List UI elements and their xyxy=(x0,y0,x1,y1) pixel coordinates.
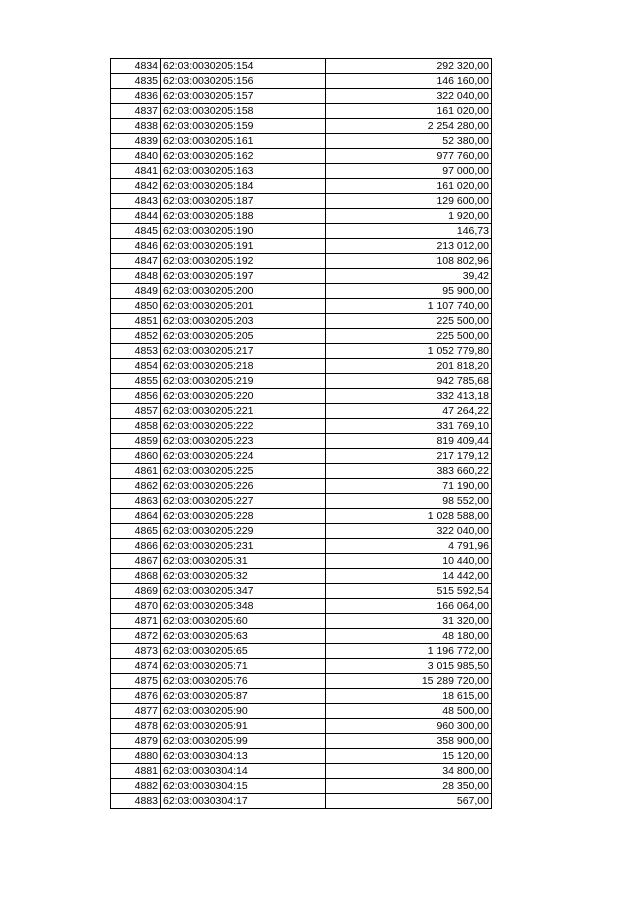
cadastral-number-cell: 62:03:0030205:201 xyxy=(161,299,326,314)
value-cell: 97 000,00 xyxy=(326,164,492,179)
value-cell: 225 500,00 xyxy=(326,329,492,344)
value-cell: 14 442,00 xyxy=(326,569,492,584)
table-row xyxy=(111,539,492,554)
value-cell: 95 900,00 xyxy=(326,284,492,299)
cadastral-number-cell: 62:03:0030205:220 xyxy=(161,389,326,404)
row-number-cell: 4834 xyxy=(111,59,161,74)
table-row xyxy=(111,479,492,494)
cadastral-number-cell: 62:03:0030205:91 xyxy=(161,719,326,734)
table-body xyxy=(111,59,492,809)
row-number-cell: 4839 xyxy=(111,134,161,149)
value-cell: 322 040,00 xyxy=(326,524,492,539)
table-row xyxy=(111,524,492,539)
row-number-cell: 4878 xyxy=(111,719,161,734)
cadastral-number-cell: 62:03:0030205:90 xyxy=(161,704,326,719)
row-number-cell: 4853 xyxy=(111,344,161,359)
value-cell: 225 500,00 xyxy=(326,314,492,329)
cadastral-number-cell: 62:03:0030205:347 xyxy=(161,584,326,599)
value-cell: 34 800,00 xyxy=(326,764,492,779)
value-cell: 71 190,00 xyxy=(326,479,492,494)
value-cell: 1 920,00 xyxy=(326,209,492,224)
cadastral-number-cell: 62:03:0030205:32 xyxy=(161,569,326,584)
table-row xyxy=(111,284,492,299)
value-cell: 166 064,00 xyxy=(326,599,492,614)
value-cell: 146,73 xyxy=(326,224,492,239)
value-cell: 1 052 779,80 xyxy=(326,344,492,359)
row-number-cell: 4867 xyxy=(111,554,161,569)
table-row xyxy=(111,449,492,464)
row-number-cell: 4837 xyxy=(111,104,161,119)
cadastral-number-cell: 62:03:0030205:157 xyxy=(161,89,326,104)
row-number-cell: 4843 xyxy=(111,194,161,209)
row-number-cell: 4838 xyxy=(111,119,161,134)
cadastral-number-cell: 62:03:0030205:225 xyxy=(161,464,326,479)
cadastral-number-cell: 62:03:0030304:15 xyxy=(161,779,326,794)
value-cell: 15 289 720,00 xyxy=(326,674,492,689)
row-number-cell: 4872 xyxy=(111,629,161,644)
value-cell: 960 300,00 xyxy=(326,719,492,734)
cadastral-number-cell: 62:03:0030205:99 xyxy=(161,734,326,749)
row-number-cell: 4881 xyxy=(111,764,161,779)
cadastral-number-cell: 62:03:0030205:156 xyxy=(161,74,326,89)
value-cell: 1 107 740,00 xyxy=(326,299,492,314)
value-cell: 217 179,12 xyxy=(326,449,492,464)
row-number-cell: 4855 xyxy=(111,374,161,389)
cadastral-number-cell: 62:03:0030304:17 xyxy=(161,794,326,809)
row-number-cell: 4862 xyxy=(111,479,161,494)
cadastral-number-cell: 62:03:0030205:227 xyxy=(161,494,326,509)
row-number-cell: 4840 xyxy=(111,149,161,164)
table-row xyxy=(111,89,492,104)
row-number-cell: 4882 xyxy=(111,779,161,794)
cadastral-number-cell: 62:03:0030205:231 xyxy=(161,539,326,554)
table-row xyxy=(111,554,492,569)
cadastral-number-cell: 62:03:0030205:224 xyxy=(161,449,326,464)
value-cell: 2 254 280,00 xyxy=(326,119,492,134)
row-number-cell: 4852 xyxy=(111,329,161,344)
table-row xyxy=(111,389,492,404)
cadastral-number-cell: 62:03:0030205:200 xyxy=(161,284,326,299)
cadastral-number-cell: 62:03:0030205:161 xyxy=(161,134,326,149)
value-cell: 146 160,00 xyxy=(326,74,492,89)
row-number-cell: 4877 xyxy=(111,704,161,719)
value-cell: 4 791,96 xyxy=(326,539,492,554)
table-row xyxy=(111,509,492,524)
cadastral-number-cell: 62:03:0030205:192 xyxy=(161,254,326,269)
cadastral-number-cell: 62:03:0030205:162 xyxy=(161,149,326,164)
table-row xyxy=(111,794,492,809)
cadastral-number-cell: 62:03:0030205:63 xyxy=(161,629,326,644)
row-number-cell: 4859 xyxy=(111,434,161,449)
value-cell: 332 413,18 xyxy=(326,389,492,404)
row-number-cell: 4835 xyxy=(111,74,161,89)
table-row xyxy=(111,614,492,629)
row-number-cell: 4850 xyxy=(111,299,161,314)
table-row xyxy=(111,704,492,719)
value-cell: 358 900,00 xyxy=(326,734,492,749)
row-number-cell: 4845 xyxy=(111,224,161,239)
value-cell: 48 500,00 xyxy=(326,704,492,719)
cadastral-number-cell: 62:03:0030205:221 xyxy=(161,404,326,419)
value-cell: 47 264,22 xyxy=(326,404,492,419)
cadastral-number-cell: 62:03:0030205:229 xyxy=(161,524,326,539)
cadastral-number-cell: 62:03:0030205:158 xyxy=(161,104,326,119)
cadastral-number-cell: 62:03:0030205:191 xyxy=(161,239,326,254)
table-row xyxy=(111,209,492,224)
table-row xyxy=(111,659,492,674)
row-number-cell: 4836 xyxy=(111,89,161,104)
value-cell: 108 802,96 xyxy=(326,254,492,269)
value-cell: 3 015 985,50 xyxy=(326,659,492,674)
cadastral-number-cell: 62:03:0030205:222 xyxy=(161,419,326,434)
value-cell: 31 320,00 xyxy=(326,614,492,629)
row-number-cell: 4880 xyxy=(111,749,161,764)
cadastral-number-cell: 62:03:0030205:71 xyxy=(161,659,326,674)
table-row xyxy=(111,314,492,329)
row-number-cell: 4864 xyxy=(111,509,161,524)
value-cell: 161 020,00 xyxy=(326,179,492,194)
row-number-cell: 4866 xyxy=(111,539,161,554)
row-number-cell: 4865 xyxy=(111,524,161,539)
value-cell: 819 409,44 xyxy=(326,434,492,449)
table-row xyxy=(111,764,492,779)
table-row xyxy=(111,269,492,284)
cadastral-number-cell: 62:03:0030205:228 xyxy=(161,509,326,524)
value-cell: 331 769,10 xyxy=(326,419,492,434)
table-row xyxy=(111,689,492,704)
table-row xyxy=(111,179,492,194)
row-number-cell: 4871 xyxy=(111,614,161,629)
row-number-cell: 4869 xyxy=(111,584,161,599)
table-row xyxy=(111,374,492,389)
table-row xyxy=(111,224,492,239)
row-number-cell: 4870 xyxy=(111,599,161,614)
table-row xyxy=(111,584,492,599)
table-row xyxy=(111,464,492,479)
table-row xyxy=(111,569,492,584)
table-row xyxy=(111,734,492,749)
row-number-cell: 4861 xyxy=(111,464,161,479)
cadastral-number-cell: 62:03:0030205:154 xyxy=(161,59,326,74)
row-number-cell: 4856 xyxy=(111,389,161,404)
cadastral-value-table xyxy=(110,58,492,809)
cadastral-number-cell: 62:03:0030205:60 xyxy=(161,614,326,629)
value-cell: 18 615,00 xyxy=(326,689,492,704)
cadastral-number-cell: 62:03:0030205:163 xyxy=(161,164,326,179)
row-number-cell: 4851 xyxy=(111,314,161,329)
row-number-cell: 4858 xyxy=(111,419,161,434)
table-row xyxy=(111,629,492,644)
table-row xyxy=(111,359,492,374)
cadastral-number-cell: 62:03:0030205:223 xyxy=(161,434,326,449)
value-cell: 977 760,00 xyxy=(326,149,492,164)
cadastral-number-cell: 62:03:0030205:184 xyxy=(161,179,326,194)
row-number-cell: 4841 xyxy=(111,164,161,179)
cadastral-number-cell: 62:03:0030205:226 xyxy=(161,479,326,494)
cadastral-number-cell: 62:03:0030205:76 xyxy=(161,674,326,689)
cadastral-number-cell: 62:03:0030205:190 xyxy=(161,224,326,239)
row-number-cell: 4883 xyxy=(111,794,161,809)
table-row xyxy=(111,749,492,764)
table-row xyxy=(111,239,492,254)
row-number-cell: 4879 xyxy=(111,734,161,749)
table-row xyxy=(111,494,492,509)
value-cell: 1 028 588,00 xyxy=(326,509,492,524)
table-row xyxy=(111,194,492,209)
cadastral-number-cell: 62:03:0030205:197 xyxy=(161,269,326,284)
row-number-cell: 4847 xyxy=(111,254,161,269)
row-number-cell: 4873 xyxy=(111,644,161,659)
row-number-cell: 4874 xyxy=(111,659,161,674)
value-cell: 567,00 xyxy=(326,794,492,809)
table-row xyxy=(111,674,492,689)
cadastral-number-cell: 62:03:0030304:14 xyxy=(161,764,326,779)
value-cell: 201 818,20 xyxy=(326,359,492,374)
value-cell: 322 040,00 xyxy=(326,89,492,104)
cadastral-number-cell: 62:03:0030205:159 xyxy=(161,119,326,134)
cadastral-number-cell: 62:03:0030205:217 xyxy=(161,344,326,359)
value-cell: 10 440,00 xyxy=(326,554,492,569)
cadastral-number-cell: 62:03:0030205:187 xyxy=(161,194,326,209)
value-cell: 98 552,00 xyxy=(326,494,492,509)
table-row xyxy=(111,434,492,449)
table-row xyxy=(111,299,492,314)
table-row xyxy=(111,419,492,434)
value-cell: 48 180,00 xyxy=(326,629,492,644)
table-row xyxy=(111,254,492,269)
value-cell: 39,42 xyxy=(326,269,492,284)
row-number-cell: 4848 xyxy=(111,269,161,284)
table-row xyxy=(111,644,492,659)
table-row xyxy=(111,164,492,179)
table-row xyxy=(111,329,492,344)
table-row xyxy=(111,149,492,164)
table-row xyxy=(111,404,492,419)
value-cell: 129 600,00 xyxy=(326,194,492,209)
value-cell: 383 660,22 xyxy=(326,464,492,479)
value-cell: 52 380,00 xyxy=(326,134,492,149)
value-cell: 1 196 772,00 xyxy=(326,644,492,659)
cadastral-number-cell: 62:03:0030205:203 xyxy=(161,314,326,329)
row-number-cell: 4875 xyxy=(111,674,161,689)
cadastral-number-cell: 62:03:0030205:348 xyxy=(161,599,326,614)
value-cell: 213 012,00 xyxy=(326,239,492,254)
row-number-cell: 4854 xyxy=(111,359,161,374)
cadastral-number-cell: 62:03:0030205:218 xyxy=(161,359,326,374)
table-row xyxy=(111,344,492,359)
table-row xyxy=(111,119,492,134)
row-number-cell: 4857 xyxy=(111,404,161,419)
cadastral-number-cell: 62:03:0030205:219 xyxy=(161,374,326,389)
value-cell: 942 785,68 xyxy=(326,374,492,389)
row-number-cell: 4860 xyxy=(111,449,161,464)
table-row xyxy=(111,599,492,614)
value-cell: 515 592,54 xyxy=(326,584,492,599)
cadastral-number-cell: 62:03:0030304:13 xyxy=(161,749,326,764)
value-cell: 28 350,00 xyxy=(326,779,492,794)
row-number-cell: 4876 xyxy=(111,689,161,704)
cadastral-number-cell: 62:03:0030205:65 xyxy=(161,644,326,659)
cadastral-number-cell: 62:03:0030205:205 xyxy=(161,329,326,344)
value-cell: 15 120,00 xyxy=(326,749,492,764)
cadastral-number-cell: 62:03:0030205:87 xyxy=(161,689,326,704)
cadastral-number-cell: 62:03:0030205:31 xyxy=(161,554,326,569)
table-row xyxy=(111,719,492,734)
row-number-cell: 4844 xyxy=(111,209,161,224)
row-number-cell: 4846 xyxy=(111,239,161,254)
value-cell: 292 320,00 xyxy=(326,59,492,74)
table-row xyxy=(111,74,492,89)
row-number-cell: 4863 xyxy=(111,494,161,509)
row-number-cell: 4868 xyxy=(111,569,161,584)
row-number-cell: 4849 xyxy=(111,284,161,299)
table-row xyxy=(111,104,492,119)
table-row xyxy=(111,779,492,794)
cadastral-number-cell: 62:03:0030205:188 xyxy=(161,209,326,224)
row-number-cell: 4842 xyxy=(111,179,161,194)
value-cell: 161 020,00 xyxy=(326,104,492,119)
table-row xyxy=(111,59,492,74)
table-row xyxy=(111,134,492,149)
